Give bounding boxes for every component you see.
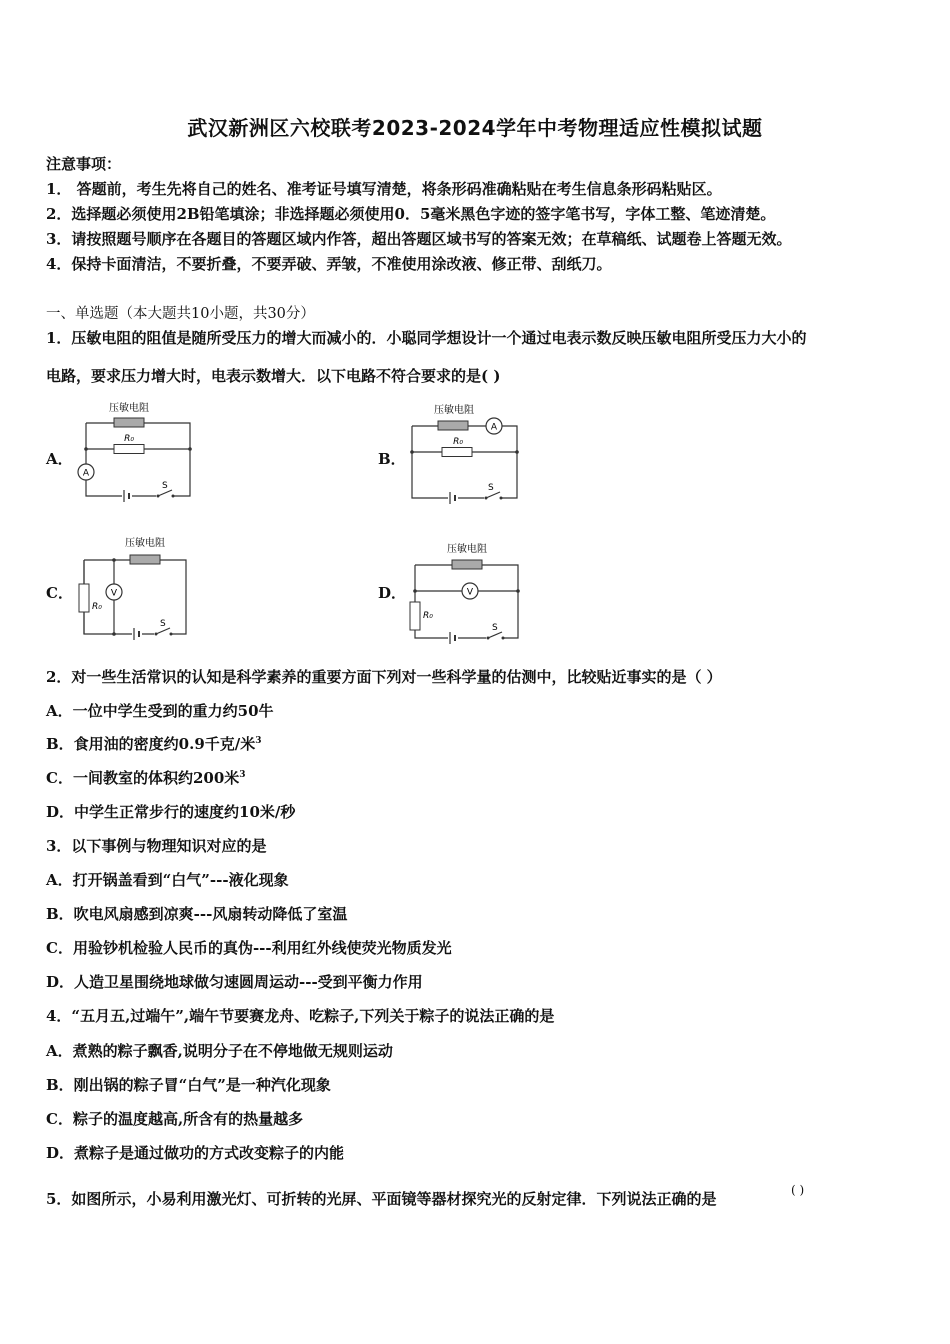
r0-label: R₀ — [92, 602, 102, 612]
q1-option-d-label: D． — [378, 584, 407, 602]
q3-option-b: B．吹电风扇感到凉爽---风扇转动降低了室温 — [46, 905, 348, 923]
pressure-resistor-symbol — [438, 421, 468, 430]
q2-option-a: A．一位中学生受到的重力约50牛 — [46, 702, 274, 720]
notice-heading: 注意事项： — [46, 155, 122, 173]
q4-option-a: A．煮熟的粽子飘香,说明分子在不停地做无规则运动 — [46, 1042, 393, 1060]
pressure-resistor-symbol — [114, 418, 144, 427]
notice-item: 3．请按照题号顺序在各题目的答题区域内作答，超出答题区域书写的答案无效；在草稿纸、试题卷上答题无效。 — [46, 230, 792, 248]
switch-label: S — [162, 481, 168, 491]
q2-stem: 2．对一些生活常识的认知是科学素养的重要方面下列对一些科学量的估测中，比较贴近事实的是（ ） — [46, 668, 722, 686]
q1-stem-line2: 电路，要求压力增大时，电表示数增大．以下电路不符合要求的是( ) — [46, 367, 501, 385]
q2-option-b: B．食用油的密度约0.9千克/米$^3$ — [46, 735, 262, 753]
r0-label: R₀ — [423, 611, 433, 621]
pressure-resistor-symbol — [452, 560, 482, 569]
q4-option-b: B．刚出锅的粽子冒“白气”是一种汽化现象 — [46, 1076, 331, 1094]
pressure-resistor-label: 压敏电阻 — [125, 538, 165, 549]
circuit-diagram-d — [400, 540, 530, 646]
section-heading: 一、单选题（本大题共10小题，共30分） — [46, 306, 315, 322]
ammeter-label: A — [82, 468, 90, 479]
q3-option-d: D．人造卫星围绕地球做匀速圆周运动---受到平衡力作用 — [46, 973, 423, 991]
q1-option-a-label: A． — [46, 450, 73, 468]
notice-item: 4．保持卡面清洁，不要折叠，不要弄破、弄皱，不准使用涂改液、修正带、刮纸刀。 — [46, 255, 612, 273]
q1-option-b-label: B． — [378, 450, 406, 468]
ammeter-label: A — [490, 422, 498, 433]
q5-answer-bracket: ( ) — [791, 1183, 805, 1197]
r0-resistor-symbol — [114, 445, 144, 454]
r0-resistor-symbol — [79, 584, 89, 612]
pressure-resistor-label: 压敏电阻 — [109, 403, 149, 414]
q3-option-c: C．用验钞机检验人民币的真伪---利用红外线使荧光物质发光 — [46, 939, 452, 957]
pressure-resistor-label: 压敏电阻 — [434, 405, 474, 416]
r0-label: R₀ — [453, 437, 463, 447]
switch-label: S — [488, 483, 494, 493]
q1-stem-line1: 1．压敏电阻的阻值是随所受压力的增大而减小的．小聪同学想设计一个通过电表示数反映压敏电阻所受压力大小的 — [46, 329, 807, 347]
q4-stem: 4．“五月五,过端午”,端午节要赛龙舟、吃粽子,下列关于粽子的说法正确的是 — [46, 1007, 555, 1025]
q3-option-a: A．打开锅盖看到“白气”---液化现象 — [46, 871, 289, 889]
q4-option-d: D．煮粽子是通过做功的方式改变粽子的内能 — [46, 1144, 345, 1162]
q2-option-c: C．一间教室的体积约200米$^3$ — [46, 769, 246, 787]
r0-label: R₀ — [124, 434, 134, 444]
switch-label: S — [492, 623, 498, 633]
q2-option-d: D．中学生正常步行的速度约10米/秒 — [46, 803, 296, 821]
q3-stem: 3．以下事例与物理知识对应的是 — [46, 837, 267, 855]
notice-item: 2．选择题必须使用2B铅笔填涂；非选择题必须使用0．5毫米黑色字迹的签字笔书写，字体工整、笔迹清楚。 — [46, 205, 776, 223]
notice-item: 1． 答题前，考生先将自己的姓名、准考证号填写清楚，将条形码准确粘贴在考生信息条形码粘贴区。 — [46, 180, 722, 198]
circuit-diagram-b — [402, 398, 532, 504]
q4-option-c: C．粽子的温度越高,所含有的热量越多 — [46, 1110, 304, 1128]
r0-resistor-symbol — [442, 448, 472, 457]
circuit-diagram-c — [70, 532, 200, 640]
pressure-resistor-symbol — [130, 555, 160, 564]
q1-option-c-label: C． — [46, 584, 73, 602]
exam-title: 武汉新洲区六校联考2023-2024学年中考物理适应性模拟试题 — [187, 116, 763, 140]
switch-label: S — [160, 619, 166, 629]
pressure-resistor-label: 压敏电阻 — [447, 544, 487, 555]
voltmeter-label: V — [110, 588, 118, 599]
voltmeter-label: V — [466, 587, 474, 598]
r0-resistor-symbol — [410, 602, 420, 630]
q5-stem: 5．如图所示，小易利用激光灯、可折转的光屏、平面镜等器材探究光的反射定律．下列说法正确的是 — [46, 1190, 717, 1208]
circuit-diagram-a — [70, 398, 200, 504]
